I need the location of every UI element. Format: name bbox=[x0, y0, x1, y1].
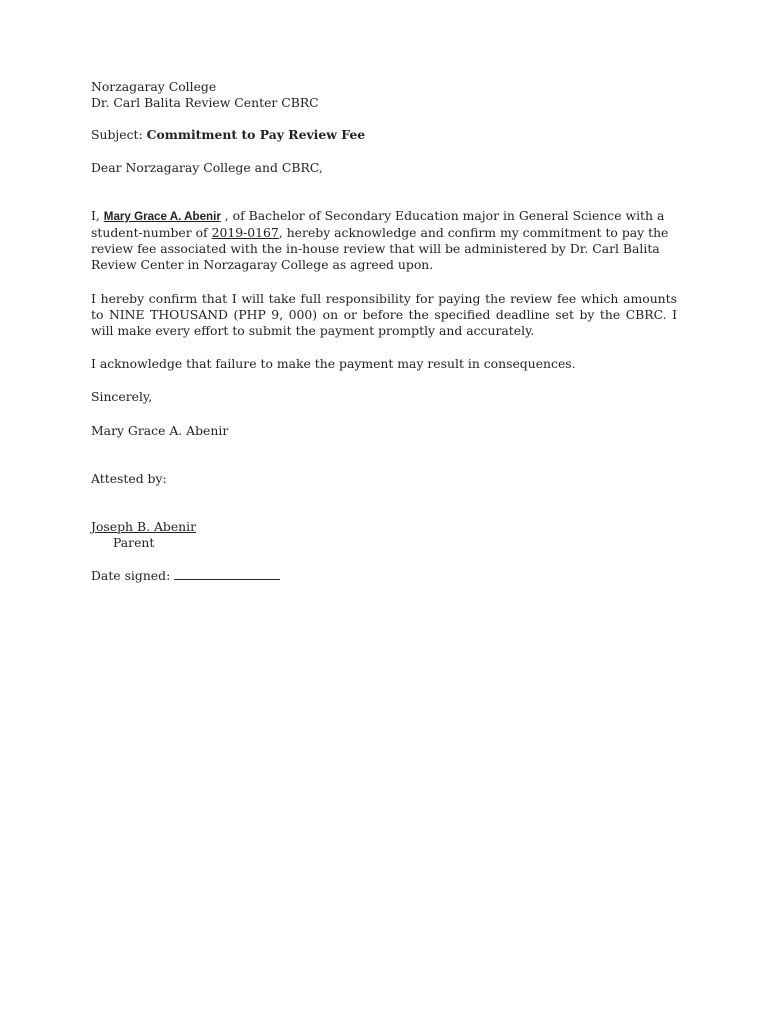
paragraph-1-line-2 bbox=[91, 225, 677, 241]
paragraph-1-line-3: review fee associated with the in-house review that will be administered by Dr. Carl Balita bbox=[91, 241, 660, 257]
paragraph-2 bbox=[91, 291, 677, 340]
closing: Sincerely, bbox=[91, 389, 153, 405]
letter-document bbox=[91, 79, 677, 585]
paragraph-1-line-4: Review Center in Norzagaray College as agreed upon. bbox=[91, 257, 434, 273]
attester-name: Joseph B. Abenir bbox=[91, 519, 197, 535]
paragraph-1-line-1 bbox=[91, 208, 677, 225]
salutation: Dear Norzagaray College and CBRC, bbox=[91, 159, 323, 175]
recipient-line-1: Norzagaray College bbox=[91, 79, 217, 94]
attester-role: Parent bbox=[113, 535, 155, 551]
subject-line bbox=[91, 127, 677, 143]
student-name: Mary Grace A. Abenir bbox=[103, 209, 221, 223]
paragraph-3: I acknowledge that failure to make the payment may result in consequences. bbox=[91, 356, 576, 372]
subject-label: Subject: bbox=[91, 127, 143, 143]
subject-text: Commitment to Pay Review Fee bbox=[146, 127, 366, 143]
date-signed-line bbox=[91, 567, 677, 584]
date-signed-label: Date signed: bbox=[91, 568, 171, 584]
paragraph-1-prefix: I, bbox=[91, 207, 104, 223]
paragraph-1-line-2-post: , hereby acknowledge and confirm my commitment to pay the bbox=[278, 225, 669, 241]
paragraph-1-line-2-pre: student-number of bbox=[91, 225, 212, 241]
paragraph-2-text: I hereby confirm that I will take full responsibility for paying the review fee which amounts to NINE THOUSAND (PHP 9, 000) on or before the specified deadline set by the CBRC. I will make every effort to submit the payment promptly and accurately. bbox=[91, 290, 677, 339]
paragraph-1-after-name: , of Bachelor of Secondary Education major in General Science with a bbox=[220, 207, 665, 223]
attested-label: Attested by: bbox=[91, 470, 167, 486]
date-signed-blank bbox=[174, 567, 280, 580]
student-number: 2019-0167 bbox=[211, 225, 279, 241]
recipient-line-2: Dr. Carl Balita Review Center CBRC bbox=[91, 95, 319, 111]
paragraph-1 bbox=[91, 208, 677, 274]
signatory-name: Mary Grace A. Abenir bbox=[91, 422, 229, 438]
